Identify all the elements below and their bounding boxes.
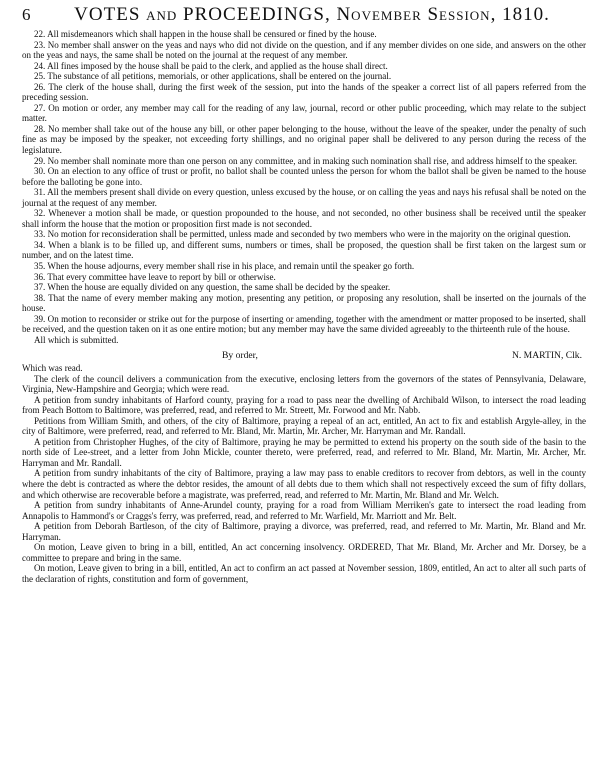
document-body [22, 29, 586, 584]
rule-32: 32. Whenever a motion shall be made, or question propounded to the house, and not seconded, no other business shall be received until the speaker shall inform the house that the motion or proposition first made is not seconded. [22, 208, 586, 229]
proceeding-paragraph: A petition from Deborah Bartleson, of the city of Baltimore, praying a divorce, was preferred, read, and referred to Mr. Martin, Mr. Bland and Mr. Harryman. [22, 521, 586, 542]
proceeding-paragraph: The clerk of the council delivers a communication from the executive, enclosing letters from the governors of the states of Pennsylvania, Delaware, Virginia, New-Hampshire and Georgia; which were read. [22, 373, 586, 395]
rule-37: 37. When the house are equally divided on any question, the same shall be decided by the speaker. [34, 282, 391, 293]
rule-39: 39. On motion to reconsider or strike out for the purpose of inserting or amending, together with the amendment or matter proposed to be inserted, shall be received, and the question taken on it as one entire motion; but any member may have the same divided agreeably to the thirteenth rule of the house. [22, 313, 586, 335]
rule-25: 25. The substance of all petitions, memorials, or other applications, shall be entered on the journal. [34, 71, 392, 82]
rule-34: 34. When a blank is to be filled up, and different sums, numbers or times, shall be proposed, the question shall be first taken on the largest sum or number, and on the latest time. [22, 239, 586, 261]
rule-29: 29. No member shall nominate more than one person on any committee, and in making such nomination shall rise, and address himself to the speaker. [34, 155, 578, 166]
signature-line [22, 351, 586, 362]
proceeding-paragraph: A petition from sundry inhabitants of Anne-Arundel county, praying for a road from William Merriken's gate to intersect the road leading from Annapolis to Hammond's or Craggs's ferry, was preferred, read, and referred to Mr. Warfield, Mr. Marriott and Mr. Belt. [22, 500, 586, 521]
page-header [22, 4, 586, 26]
rule-30: 30. On an election to any office of trust or profit, no ballot shall be counted unless the person for whom the ballot shall be given be named to the house before the balloting be gone into. [22, 166, 586, 187]
proceeding-paragraph: A petition from Christopher Hughes, of the city of Baltimore, praying he may be permitted to extend his property on the south side of the basin to the north side of Lee-street, and a letter from John Mickle, counter thereto, were preferred, read, and referred to Mr. Bland, Mr. Martin, Mr. Archer, Mr. Harryman and Mr. Randall. [22, 436, 586, 468]
page-number: 6 [22, 5, 32, 24]
rule-24: 24. All fines imposed by the house shall be paid to the clerk, and applied as the house shall direct. [34, 60, 388, 71]
rule-27: 27. On motion or order, any member may call for the reading of any law, journal, record or other public proceeding, which may relate to the subject matter. [22, 102, 586, 124]
by-order-text: By order, [222, 350, 258, 362]
rule-38: 38. That the name of every member making any motion, presenting any petition, or proposing any resolution, shall be inserted on the journals of the house. [22, 292, 586, 314]
rule-22: 22. All misdemeanors which shall happen in the house shall be censured or fined by the house. [34, 29, 377, 39]
proceeding-paragraph: A petition from sundry inhabitants of the city of Baltimore, praying a law may pass to enable creditors to recover from debtors, as well in the county where the debt is contracted as where the debtor resides, the amount of all debts due to them which shall not respectively exceed the sum of fifty dollars, and which otherwise are recoverable before a magistrate, was preferred, read, and referred to Mr. Martin, Mr. Bland and Mr. Welch. [22, 468, 586, 500]
proceeding-paragraph: On motion, Leave given to bring in a bill, entitled, An act to confirm an act passed at November session, 1809, entitled, An act to alter all such parts of the declaration of rights, constitution and form of government, [22, 563, 586, 584]
proceeding-read: Which was read. [22, 362, 83, 373]
clerk-signature: N. MARTIN, Clk. [511, 350, 582, 362]
rule-35: 35. When the house adjourns, every member shall rise in his place, and remain until the speaker go forth. [34, 261, 415, 272]
rule-28: 28. No member shall take out of the house any bill, or other paper belonging to the house, without the leave of the speaker, under the penalty of such fine as may be imposed by the speaker, not exceeding forty shillings, and no original paper shall be delivered to any person during the recess of the legislature. [22, 123, 586, 156]
rule-23: 23. No member shall answer on the yeas and nays who did not divide on the question, and if any member divides on one side, and answers on the other on the yeas and nays, the same shall be noted on the journal at the request of any member. [22, 39, 586, 61]
rule-31: 31. All the members present shall divide on every question, unless excused by the house, or on calling the yeas and nays his refusal shall be noted on the journal at the request of any member. [22, 187, 586, 208]
proceeding-paragraph: A petition from sundry inhabitants of Harford county, praying for a road to pass near the dwelling of Archibald Wilson, to intersect the road leading from Peach Bottom to Baltimore, was preferred, read, and referred to Mr. Streett, Mr. Forwood and Mr. Nabb. [22, 394, 586, 416]
rule-36: 36. That every committee have leave to report by bill or otherwise. [34, 271, 276, 282]
proceeding-paragraph: Petitions from William Smith, and others, of the city of Baltimore, praying a repeal of an act, entitled, An act to fix and establish Argyle-alley, in the city of Baltimore, were preferred, read, and referred to Mr. Bland, Mr. Martin, Mr. Archer, Mr. Harryman and Mr. Randall. [22, 415, 586, 437]
rule-26: 26. The clerk of the house shall, during the first week of the session, put into the hands of the speaker a correct list of all papers referred from the preceding session. [22, 81, 586, 103]
submitted-line: All which is submitted. [34, 334, 119, 345]
page-title: VOTES and PROCEEDINGS, November Session, 1810. [74, 4, 550, 25]
proceeding-paragraph: On motion, Leave given to bring in a bill, entitled, An act concerning insolvency. ORDERED, That Mr. Bland, Mr. Archer and Mr. Dorsey, be a committee to prepare and bring in the same. [22, 542, 586, 563]
rule-33: 33. No motion for reconsideration shall be permitted, unless made and seconded by two members who were in the majority on the original question. [34, 229, 571, 240]
